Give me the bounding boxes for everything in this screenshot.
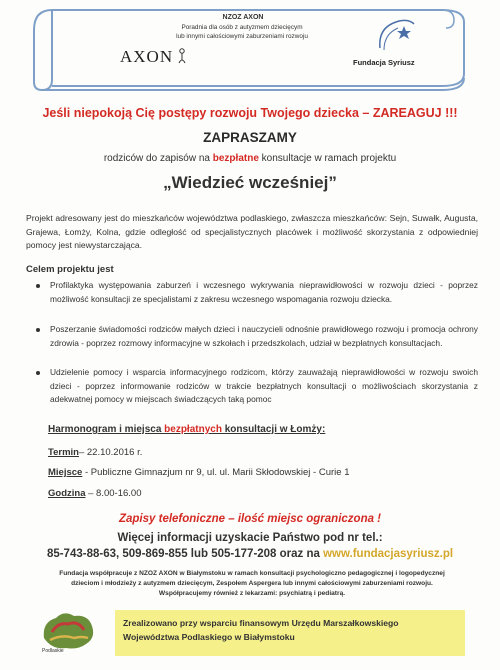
hours-value: – 8.00-16.00 — [85, 488, 142, 499]
goal-item — [50, 279, 478, 306]
phone-numbers: 85-743-88-63, 509-869-855 lub 505-177-208 oraz na — [46, 548, 324, 560]
goal-item-text: Poszerzanie świadomości rodziców małych dzieci i nauczycieli odnośnie prawidłowego rozwoju i promocja ochrony zdrowia - poprzez rozmowy informacyjne w szkołach i przedszkolach, udział w bezpłatnych konsultacjach. — [50, 324, 478, 348]
schedule-term — [48, 447, 142, 458]
headline: Jeśli niepokoją Cię postępy rozwoju Twojego dziecka – ZAREAGUJ !!! — [42, 106, 458, 120]
foundation-name: Fundacja Syriusz — [353, 58, 415, 67]
region-caption: Podlaskie — [42, 648, 64, 654]
banner-content — [78, 12, 423, 82]
place-value: - Publiczne Gimnazjum nr 9, ul. ul. Marii Skłodowskiej - Curie 1 — [82, 467, 350, 478]
registration-notice: Zapisy telefoniczne – ilość miejsc ograniczona ! — [118, 513, 382, 525]
subline-text-after: konsultacje w ramach projektu — [258, 153, 397, 164]
goals-heading: Celem projektu jest — [26, 264, 114, 275]
bullet-icon — [36, 328, 40, 332]
invite-heading: ZAPRASZAMY — [203, 130, 297, 145]
org-description-line-2: lub innymi całościowymi zaburzeniami rozwoju — [176, 33, 308, 40]
schedule-hours — [48, 488, 141, 499]
goal-item-text: Profilaktyka występowania zaburzeń i wczesnego wykrywania nieprawidłowości w rozwoju dzieci - poprzez możliwość konsultacji ze specjalistami z zakresu wczesnego wspomagania rozwoju dziecka. — [50, 280, 478, 304]
goal-item — [50, 323, 478, 350]
header-banner — [12, 4, 480, 94]
subline-text-before: rodziców do zapisów na — [103, 153, 213, 164]
org-description-line-1: Poradnia dla osób z autyzmem dziecięcym — [181, 24, 303, 31]
axon-logo: AXON — [120, 47, 174, 66]
axon-figure-icon — [177, 48, 187, 64]
org-name: NZOZ AXON — [222, 14, 264, 21]
footer-line-3: Współpracujemy również z lekarzami: psychiatrą i pediatrą. — [158, 590, 346, 597]
schedule-heading-before: Harmonogram i miejsca — [48, 424, 165, 435]
project-title: „Wiedzieć wcześniej” — [163, 173, 337, 192]
contact-phones — [0, 548, 500, 560]
funding-box — [115, 610, 465, 656]
schedule-heading — [48, 424, 325, 435]
hours-label: Godzina — [48, 488, 86, 499]
subline-highlight: bezpłatne — [212, 153, 259, 164]
bullet-icon — [36, 284, 40, 288]
website-link[interactable]: www.fundacjasyriusz.pl — [323, 548, 454, 560]
invite-subline — [0, 153, 500, 164]
place-label: Miejsce — [48, 467, 83, 478]
schedule-heading-after: konsultacji w Łomży: — [221, 424, 326, 435]
term-value: – 22.10.2016 r. — [78, 447, 143, 458]
footer-line-2: dzieciom i młodzieży z autyzmem dziecięcym, Zespołem Aspergera lub innymi całościowymi zaburzeniami rozwoju. — [71, 580, 433, 587]
term-label: Termin — [48, 447, 79, 458]
funding-line-1: Zrealizowano przy wsparciu finansowym Urzędu Marszałkowskiego — [123, 618, 399, 628]
intro-paragraph: Projekt adresowany jest do mieszkańców województwa podlaskiego, zwłaszcza mieszkańców: Sejn, Suwałk, Augusta, Grajewa, Łomży, Kolna, gdzie odległość od specjalistycznych placówek i możliwość skorzystania z odpowiedniej pomocy jest niewystarczająca. — [26, 213, 478, 250]
footer-line-1: Fundacja współpracuje z NZOZ AXON w Białymstoku w ramach konsultacji psychologiczno pedagogicznej i logopedycznej — [59, 570, 445, 577]
funding-line-2: Województwa Podlaskiego w Białymstoku — [123, 632, 295, 642]
more-info-text: Więcej informacji uzyskacie Państwo pod nr tel.: — [117, 532, 383, 544]
schedule-place — [48, 467, 349, 478]
schedule-heading-highlight: bezpłatnych — [164, 424, 222, 435]
goal-item — [50, 366, 478, 407]
syriusz-star-logo-icon — [374, 14, 418, 54]
goal-item-text: Udzielenie pomocy i wsparcia informacyjnego rodzicom, którzy zauważają nieprawidłowości w rozwoju swoich dzieci - poprzez informowanie rodziców w trakcie bezpłatnych konsultacji o możliwościach skorzystania z adekwatnej pomocy w miejscach świadczących taką pomoc — [50, 367, 478, 405]
bullet-icon — [36, 371, 40, 375]
